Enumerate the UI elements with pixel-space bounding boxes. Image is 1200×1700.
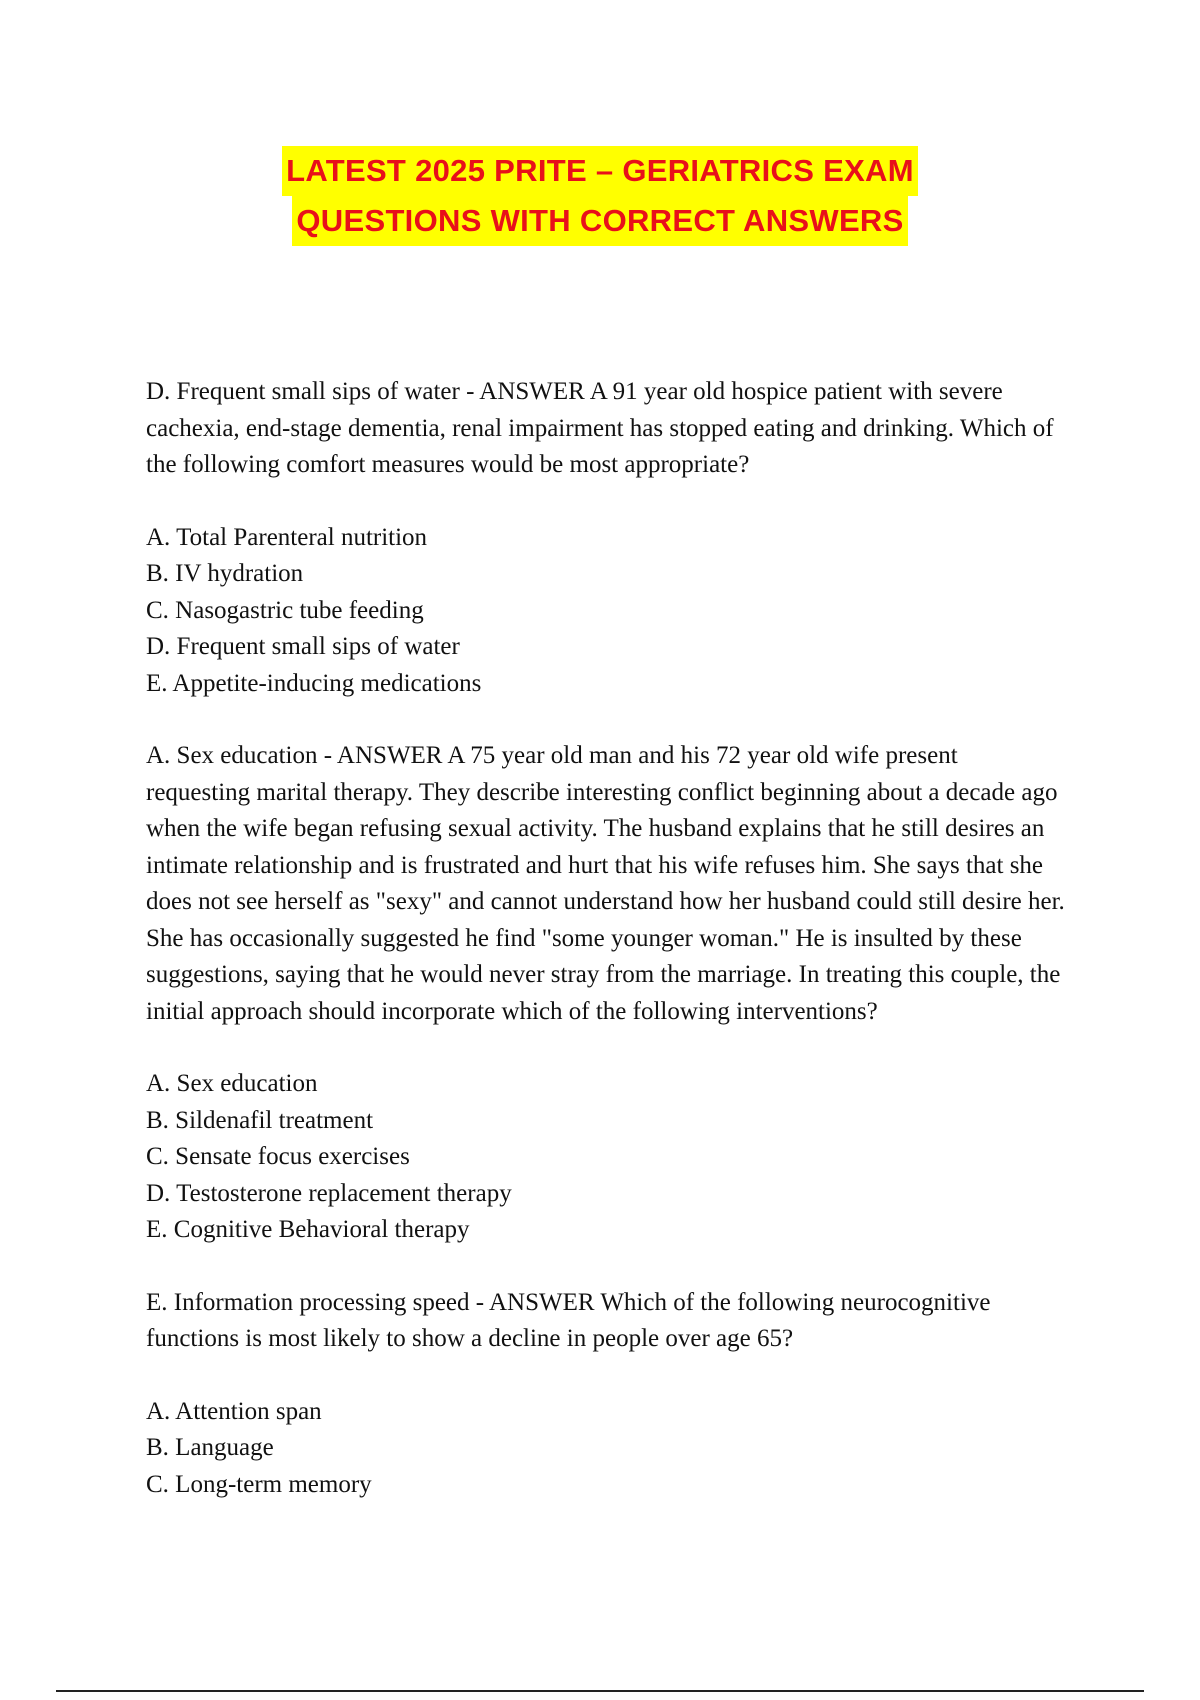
option-item: B. Language	[146, 1434, 274, 1461]
footer-divider	[56, 1690, 1144, 1692]
question-3-text: E. Information processing speed - ANSWER Which of the following neurocognitive functions is most likely to show a decline in people over age 65?	[146, 1288, 991, 1352]
option-item: A. Sex education	[146, 1070, 318, 1097]
option-item: A. Total Parenteral nutrition	[146, 523, 428, 551]
question-3-options	[146, 1394, 1066, 1504]
option-item: E. Appetite-inducing medications	[146, 669, 482, 697]
option-item: C. Nasogastric tube feeding	[146, 596, 424, 624]
questions-section	[146, 374, 1066, 1539]
option-item: A. Attention span	[146, 1397, 322, 1425]
question-1-text: D. Frequent small sips of water - ANSWER A 91 year old hospice patient with severe cachexia, end-stage dementia, renal impairment has stopped eating and drinking. Which of the following comfort measures would be most appropriate?	[146, 378, 1054, 478]
question-2-options	[146, 1066, 1066, 1249]
option-item: B. Sildenafil treatment	[146, 1106, 374, 1134]
option-item: E. Cognitive Behavioral therapy	[146, 1216, 470, 1243]
option-item: D. Testosterone replacement therapy	[146, 1179, 512, 1207]
document-title	[0, 146, 1200, 246]
question-2-text: A. Sex education - ANSWER A 75 year old man and his 72 year old wife present requesting marital therapy. They describe interesting conflict beginning about a decade ago when the wife began refusing sexual activity. The husband explains that he still desires an intimate relationship and is frustrated and hurt that his wife refuses him. She says that she does not see herself as "sexy" and cannot understand how her husband could still desire her. She has occasionally suggested he find "some younger woman." He is insulted by these suggestions, saying that he would never stray from the marriage. In treating this couple, the initial approach should incorporate which of the following interventions?	[146, 742, 1065, 1025]
option-item: D. Frequent small sips of water	[146, 633, 460, 660]
question-1-options	[146, 520, 1066, 703]
option-item: B. IV hydration	[146, 560, 304, 587]
option-item: C. Sensate focus exercises	[146, 1143, 410, 1170]
title-line-2: QUESTIONS WITH CORRECT ANSWERS	[292, 196, 907, 246]
title-line-1: LATEST 2025 PRITE – GERIATRICS EXAM	[282, 146, 918, 196]
option-item: C. Long-term memory	[146, 1470, 372, 1498]
